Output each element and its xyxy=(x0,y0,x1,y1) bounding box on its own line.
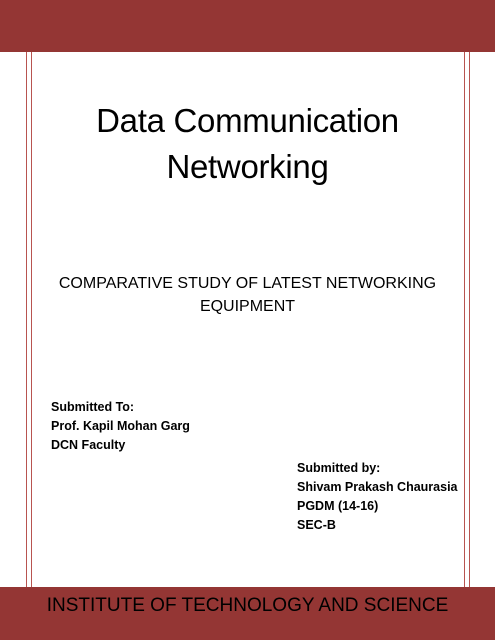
title-line-2: Networking xyxy=(166,148,329,185)
professor-name: Prof. Kapil Mohan Garg xyxy=(51,419,190,433)
submitted-to-block xyxy=(51,398,190,455)
subtitle-line-1: COMPARATIVE STUDY OF LATEST NETWORKING xyxy=(58,275,437,292)
right-border-line-inner xyxy=(464,52,465,587)
student-program: PGDM (14-16) xyxy=(297,499,379,513)
top-color-band xyxy=(0,0,495,52)
document-subtitle xyxy=(40,272,455,318)
subtitle-line-2: EQUIPMENT xyxy=(199,298,296,315)
document-title xyxy=(32,98,463,190)
submitted-by-heading: Submitted by: xyxy=(297,461,381,475)
right-border-line-outer xyxy=(469,52,470,587)
student-section: SEC-B xyxy=(297,518,336,532)
student-name: Shivam Prakash Chaurasia xyxy=(297,480,458,494)
title-line-1: Data Communication xyxy=(96,102,399,139)
submitted-to-heading: Submitted To: xyxy=(51,400,135,414)
institute-name: INSTITUTE OF TECHNOLOGY AND SCIENCE xyxy=(46,595,449,616)
left-border-line-outer xyxy=(26,52,27,587)
professor-role: DCN Faculty xyxy=(51,438,126,452)
submitted-by-block xyxy=(297,459,458,535)
